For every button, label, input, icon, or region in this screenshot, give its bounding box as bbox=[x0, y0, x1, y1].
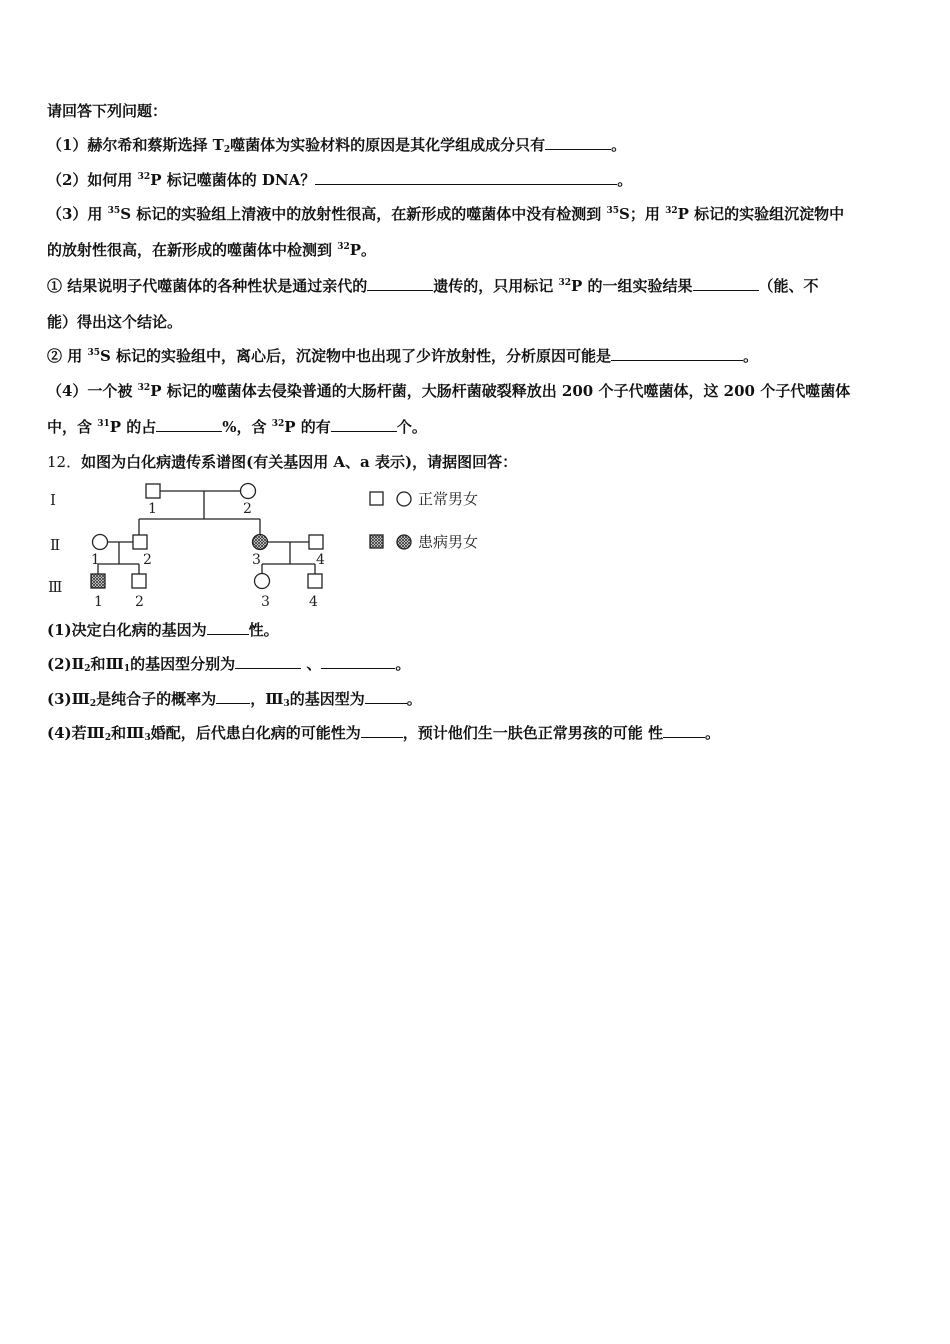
question-1: （1）赫尔希和蔡斯选择 $T_2$噬菌体为实验材料的原因是其化学组成成分只有 。 bbox=[47, 136, 627, 155]
individual-III1-affected-male bbox=[91, 574, 105, 588]
sub-question-1: (1)决定白化病的基因为 性。 bbox=[47, 621, 279, 639]
answer-blank-q3-2[interactable] bbox=[611, 346, 743, 361]
legend-affected-female-icon bbox=[397, 535, 411, 549]
legend-affected-male-icon bbox=[370, 535, 383, 548]
pedigree-diagram bbox=[40, 480, 510, 615]
sub-question-4: (4)若$Ⅲ_2$和$Ⅲ_3$婚配，后代患白化病的可能性为 ，预计他们生一肤色正常男孩的可能 性 。 bbox=[47, 724, 720, 743]
individual-III2-normal-male bbox=[132, 574, 146, 588]
answer-blank-q3-1a[interactable] bbox=[367, 276, 433, 291]
generation-label-3: Ⅲ bbox=[48, 578, 63, 596]
label-I1: 1 bbox=[148, 501, 157, 517]
individual-III4-normal-male bbox=[308, 574, 322, 588]
answer-blank-q4a[interactable] bbox=[156, 417, 222, 432]
individual-III3-normal-female bbox=[255, 574, 270, 589]
answer-blank-s3b[interactable] bbox=[365, 689, 407, 704]
answer-blank-q1[interactable] bbox=[545, 135, 611, 150]
answer-blank-s2a[interactable] bbox=[235, 654, 301, 669]
legend-normal-male-icon bbox=[370, 492, 383, 505]
label-III1: 1 bbox=[94, 594, 103, 610]
individual-II2-normal-male bbox=[133, 535, 147, 549]
question-2: （2）如何用 $^{32}$P 标记噬菌体的 DNA？ 。 bbox=[47, 171, 633, 189]
individual-II4-normal-male bbox=[309, 535, 323, 549]
generation-label-2: Ⅱ bbox=[50, 536, 61, 554]
sub-question-3: $(3)Ⅲ_2$是纯合子的概率为 ，$Ⅲ_3$的基因型为 。 bbox=[47, 690, 422, 709]
question-3-1-line-1: ① 结果说明子代噬菌体的各种性状是通过亲代的 遗传的，只用标记 $^{32}$P 的一组实验结果 （能、不 bbox=[47, 277, 819, 295]
sub-question-2: $(2)Ⅱ_2$和$Ⅲ_1$的基因型分别为 、 。 bbox=[47, 655, 411, 674]
label-III3: 3 bbox=[261, 594, 270, 610]
answer-blank-s1[interactable] bbox=[207, 620, 249, 635]
generation-label-1: Ⅰ bbox=[50, 491, 56, 509]
answer-blank-s2b[interactable] bbox=[321, 654, 395, 669]
individual-II3-affected-female bbox=[253, 535, 268, 550]
question-4-line-1: （4）一个被 $^{32}$P 标记的噬菌体去侵染普通的大肠杆菌，大肠杆菌破裂释放出 200 个子代噬菌体，这 200 个子代噬菌体 bbox=[47, 382, 851, 400]
answer-blank-q3-1b[interactable] bbox=[693, 276, 759, 291]
individual-I1-normal-male bbox=[146, 484, 160, 498]
label-I2: 2 bbox=[243, 501, 252, 517]
individual-II1-normal-female bbox=[93, 535, 108, 550]
question-4-line-2: 中，含 $^{31}$P 的占 %，含 $^{32}$P 的有 个。 bbox=[47, 418, 427, 436]
label-II3: 3 bbox=[252, 552, 261, 568]
question-3-line-2: 的放射性很高，在新形成的噬菌体中检测到 $^{32}$P。 bbox=[47, 241, 377, 259]
individual-I2-normal-female bbox=[241, 484, 256, 499]
answer-blank-s4b[interactable] bbox=[663, 723, 705, 738]
legend-normal-label: 正常男女 bbox=[418, 490, 479, 508]
question-3-line-1: （3）用 $^{35}$S 标记的实验组上清液中的放射性很高，在新形成的噬菌体中没有检测到 $^{35}$S；用 $^{32}$P 标记的实验组沉淀物中 bbox=[47, 205, 845, 223]
label-II2: 2 bbox=[143, 552, 152, 568]
answer-blank-q2[interactable] bbox=[315, 170, 617, 185]
label-III2: 2 bbox=[135, 594, 144, 610]
legend-symbols bbox=[370, 492, 411, 549]
pedigree-lines bbox=[98, 491, 315, 574]
question-3-1-line-2: 能）得出这个结论。 bbox=[47, 313, 183, 331]
answer-blank-s4a[interactable] bbox=[361, 723, 403, 738]
intro-text: 请回答下列问题： bbox=[47, 102, 168, 120]
label-III4: 4 bbox=[309, 594, 318, 610]
label-II4: 4 bbox=[316, 552, 325, 568]
question-3-2: ② 用 $^{35}$S 标记的实验组中，离心后，沉淀物中也出现了少许放射性，分析原因可能是 。 bbox=[47, 347, 759, 365]
answer-blank-s3a[interactable] bbox=[216, 689, 250, 704]
legend-normal-female-icon bbox=[397, 492, 411, 506]
label-II1: 1 bbox=[91, 552, 100, 568]
legend-affected-label: 患病男女 bbox=[418, 533, 479, 551]
answer-blank-q4b[interactable] bbox=[331, 417, 397, 432]
question-12-heading: 12．如图为白化病遗传系谱图(有关基因用 A、a 表示)，请据图回答： bbox=[47, 453, 518, 471]
